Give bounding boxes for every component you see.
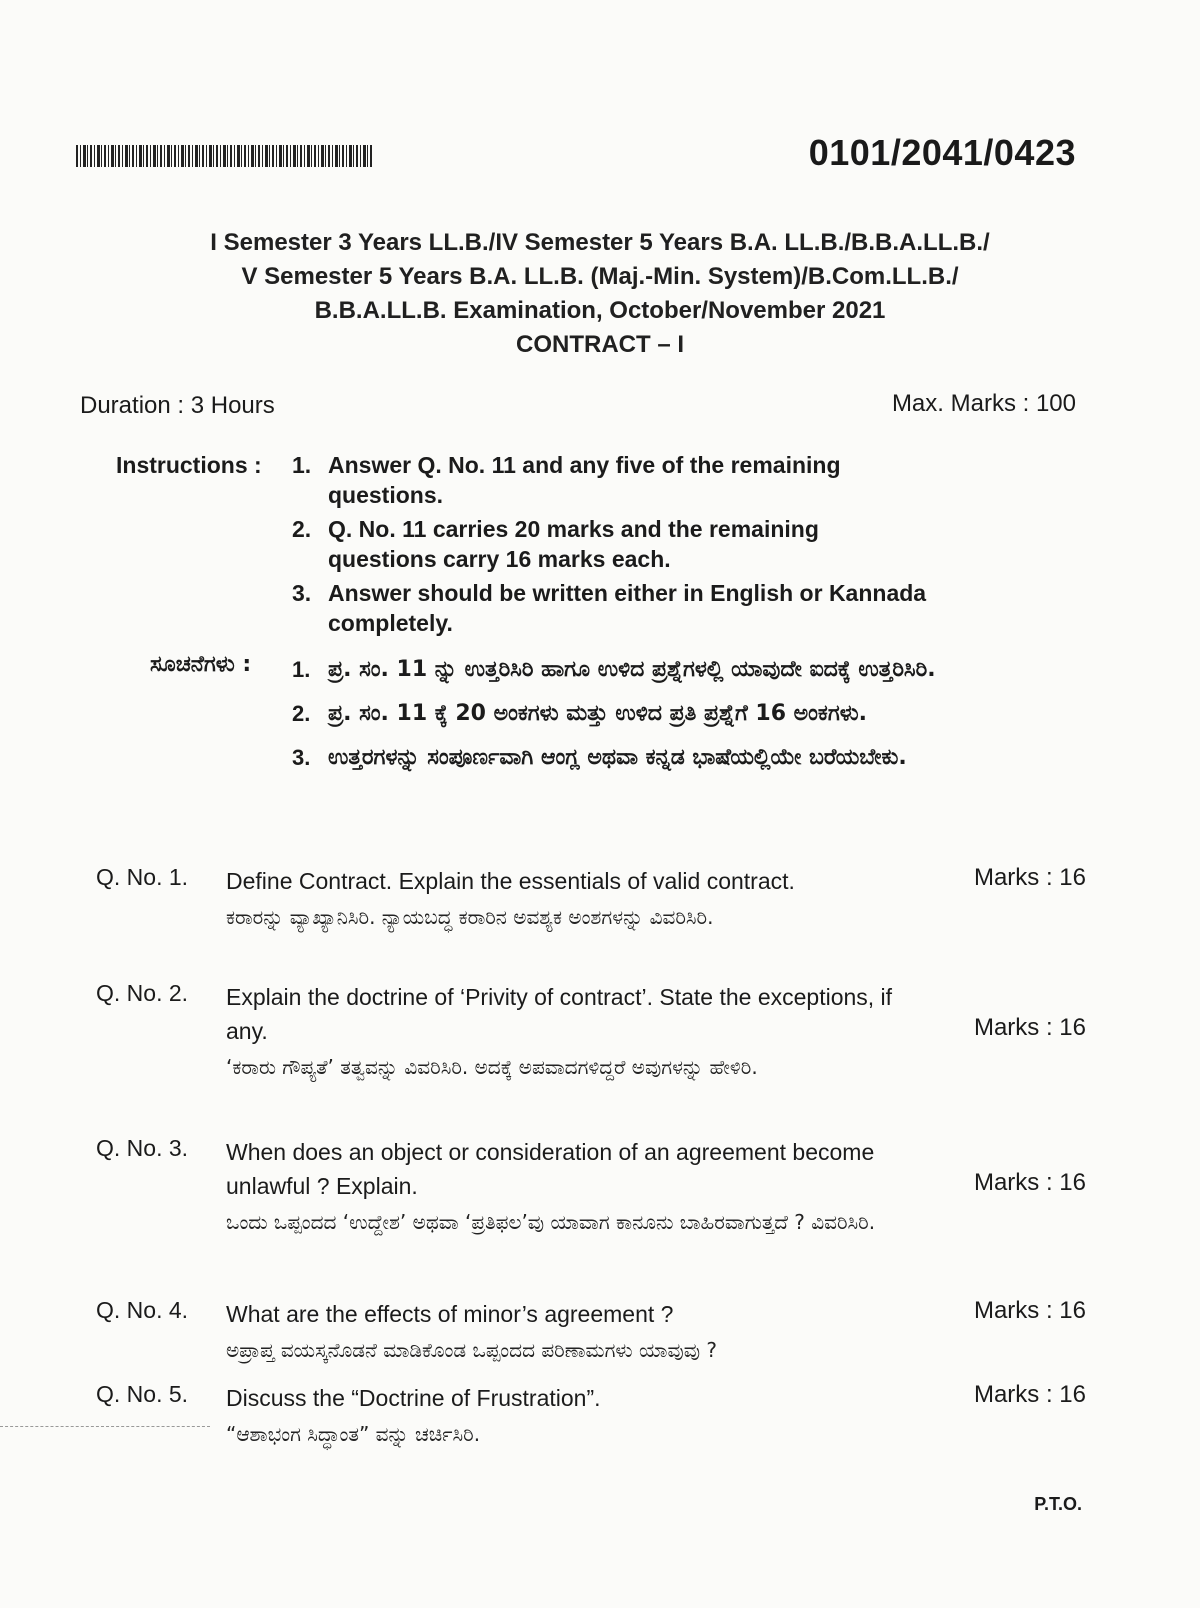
question-marks: Marks : 16 bbox=[973, 864, 1086, 891]
paper-code: 0101/2041/0423 bbox=[808, 132, 1076, 173]
header-line-3: B.B.A.LL.B. Examination, October/November 2021 bbox=[314, 297, 886, 324]
question-number: Q. No. 3. bbox=[96, 1135, 189, 1161]
question-kannada: ಅಪ್ರಾಪ್ತ ವಯಸ್ಕನೊಡನೆ ಮಾಡಿಕೊಂಡ ಒಪ್ಪಂದದ ಪರಿಣಾಮಗಳು ಯಾವುವು ? bbox=[226, 1338, 718, 1362]
question-english: What are the effects of minor’s agreement ? bbox=[226, 1301, 674, 1327]
kannada-instruction-item bbox=[292, 650, 942, 690]
kannada-instruction-number: 1. bbox=[292, 657, 311, 682]
please-turn-over: P.T.O. bbox=[1034, 1494, 1082, 1514]
barcode bbox=[76, 145, 372, 167]
instruction-text: Answer Q. No. 11 and any five of the remaining questions. bbox=[328, 452, 841, 508]
kannada-instruction-number: 2. bbox=[292, 701, 311, 726]
question-body bbox=[226, 1135, 926, 1239]
question-english: When does an object or consideration of an agreement become unlawful ? Explain. bbox=[226, 1139, 875, 1199]
question-english: Define Contract. Explain the essentials of valid contract. bbox=[226, 868, 795, 894]
subject-title: CONTRACT – I bbox=[516, 331, 684, 358]
instruction-item bbox=[292, 450, 932, 510]
instructions-list bbox=[292, 450, 932, 642]
question-body bbox=[226, 1297, 926, 1367]
instruction-number: 2. bbox=[292, 516, 312, 542]
question-kannada: ಕರಾರನ್ನು ವ್ಯಾಖ್ಯಾನಿಸಿರಿ. ನ್ಯಾಯಬದ್ಧ ಕರಾರಿನ ಅವಶ್ಯಕ ಅಂಶಗಳನ್ನು ವಿವರಿಸಿರಿ. bbox=[226, 905, 714, 929]
instruction-text: Answer should be written either in English or Kannada completely. bbox=[328, 580, 927, 636]
kannada-instruction-text: ಪ್ರ. ಸಂ. 11 ಕ್ಕೆ 20 ಅಂಕಗಳು ಮತ್ತು ಉಳಿದ ಪ್ರತಿ ಪ್ರಶ್ನೆಗೆ 16 ಅಂಕಗಳು. bbox=[328, 701, 868, 726]
kannada-instruction-number: 3. bbox=[292, 745, 311, 770]
kannada-instruction-item bbox=[292, 694, 942, 734]
instruction-item bbox=[292, 578, 932, 638]
duration: Duration : 3 Hours bbox=[80, 392, 275, 419]
question-number: Q. No. 5. bbox=[96, 1381, 189, 1407]
question-body bbox=[226, 980, 926, 1084]
instruction-text: Q. No. 11 carries 20 marks and the remaining questions carry 16 marks each. bbox=[328, 516, 819, 572]
question-number: Q. No. 2. bbox=[96, 980, 189, 1006]
question-number: Q. No. 1. bbox=[96, 864, 189, 890]
exam-header bbox=[0, 226, 1200, 362]
kannada-instruction-text: ಉತ್ತರಗಳನ್ನು ಸಂಪೂರ್ಣವಾಗಿ ಆಂಗ್ಲ ಅಥವಾ ಕನ್ನಡ ಭಾಷೆಯಲ್ಲಿಯೇ ಬರೆಯಬೇಕು. bbox=[328, 745, 907, 770]
question-english: Discuss the “Doctrine of Frustration”. bbox=[226, 1385, 601, 1411]
question-marks: Marks : 16 bbox=[973, 1169, 1086, 1196]
instructions-label: Instructions : bbox=[116, 452, 262, 478]
kannada-instructions-list bbox=[292, 650, 942, 782]
instruction-number: 3. bbox=[292, 580, 312, 606]
question-marks: Marks : 16 bbox=[973, 1014, 1086, 1041]
kannada-instruction-text: ಪ್ರ. ಸಂ. 11 ನ್ನು ಉತ್ತರಿಸಿರಿ ಹಾಗೂ ಉಳಿದ ಪ್ರಶ್ನೆಗಳಲ್ಲಿ ಯಾವುದೇ ಐದಕ್ಕೆ ಉತ್ತರಿಸಿರಿ. bbox=[328, 657, 936, 682]
page-fold-line bbox=[0, 1426, 210, 1427]
question-number: Q. No. 4. bbox=[96, 1297, 189, 1323]
header-line-1: I Semester 3 Years LL.B./IV Semester 5 Years B.A. LL.B./B.B.A.LL.B./ bbox=[210, 229, 990, 256]
header-line-2: V Semester 5 Years B.A. LL.B. (Maj.-Min. System)/B.Com.LL.B./ bbox=[241, 263, 959, 290]
instruction-item bbox=[292, 514, 932, 574]
question-marks: Marks : 16 bbox=[973, 1297, 1086, 1324]
max-marks: Max. Marks : 100 bbox=[891, 390, 1076, 417]
question-marks: Marks : 16 bbox=[973, 1381, 1086, 1408]
question-kannada: ‘ಕರಾರು ಗೌಪ್ಯತೆ’ ತತ್ವವನ್ನು ವಿವರಿಸಿರಿ. ಅದಕ್ಕೆ ಅಪವಾದಗಳಿದ್ದರೆ ಅವುಗಳನ್ನು ಹೇಳಿರಿ. bbox=[226, 1055, 758, 1079]
question-kannada: “ಆಶಾಭಂಗ ಸಿದ್ಧಾಂತ” ವನ್ನು ಚರ್ಚಿಸಿರಿ. bbox=[226, 1422, 481, 1446]
question-body bbox=[226, 864, 926, 934]
question-kannada: ಒಂದು ಒಪ್ಪಂದದ ‘ಉದ್ದೇಶ’ ಅಥವಾ ‘ಪ್ರತಿಫಲ’ವು ಯಾವಾಗ ಕಾನೂನು ಬಾಹಿರವಾಗುತ್ತದೆ ? ವಿವರಿಸಿರಿ. bbox=[226, 1210, 876, 1234]
question-english: Explain the doctrine of ‘Privity of contract’. State the exceptions, if any. bbox=[226, 984, 893, 1044]
instruction-number: 1. bbox=[292, 452, 312, 478]
kannada-instructions-label: ಸೂಚನೆಗಳು : bbox=[150, 652, 252, 677]
kannada-instruction-item bbox=[292, 738, 942, 778]
question-body bbox=[226, 1381, 926, 1451]
